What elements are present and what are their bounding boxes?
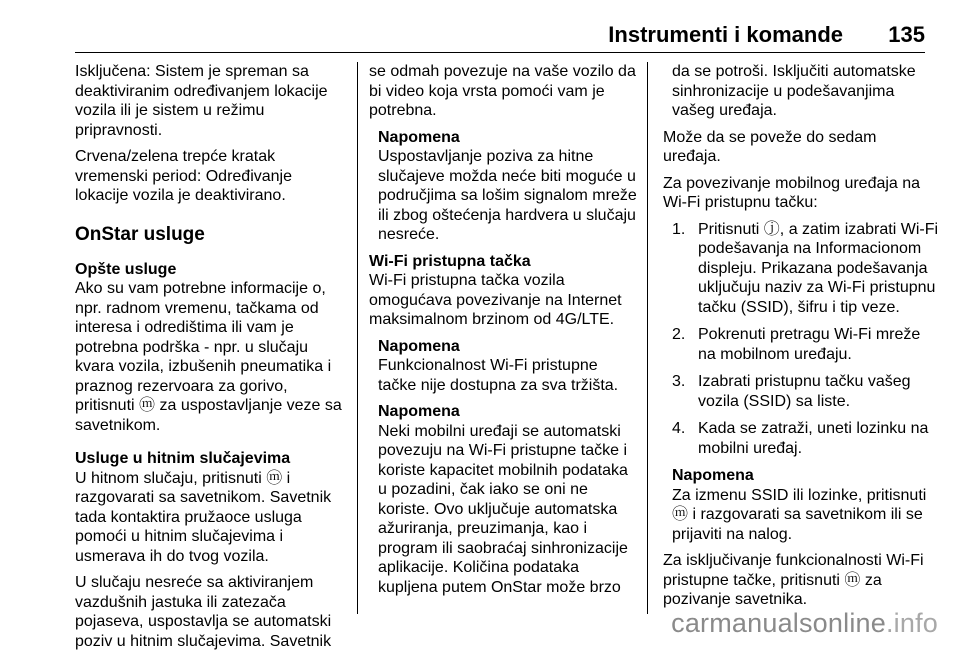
page-number: 135 (888, 22, 925, 47)
watermark: carmanualsonline.info (671, 608, 938, 638)
page-header (75, 22, 925, 52)
header-title: Instrumenti i komande (608, 22, 843, 47)
note-mobile-data: Napomena Neki mobilni uređaji se automatski povezuju na Wi-Fi pristupne tačke i koriste kapacitet mobilnih podataka u pozadini, čak iako se oni ne koriste. Ovo uključuje automatska ažuriranja, preuzimanja, kao i program ili saobraćaj sinhronizacije aplikacije. Količina podataka kupljena putem OnStar može brzo (378, 402, 637, 597)
note-emergency-call: Napomena Uspostavljanje poziva za hitne slučajeve možda neće biti moguće u područjima sa lošim signalom mreže ili zbog oštećenja hardvera u slučaju nesreće. (378, 128, 637, 243)
note-title: Napomena (378, 128, 460, 146)
subheading-general-services: Opšte usluge (75, 260, 177, 278)
paragraph-disable-hotspot: Za isključivanje funkcionalnosti Wi-Fi pristupne tačke, pritisnuti ⓜ za pozivanje savetnika. (663, 552, 924, 608)
subheading-wifi-hotspot: Wi-Fi pristupna tačka (369, 252, 531, 270)
note-title: Napomena (378, 403, 460, 420)
paragraph-connect-intro: Za povezivanje mobilnog uređaja na Wi-Fi pristupnu tačku: (663, 174, 921, 211)
note-title: Napomena (378, 337, 460, 355)
header-rule (75, 52, 925, 53)
subheading-emergency-services: Usluge u hitnim slučajevima (75, 450, 291, 467)
column-divider-2 (647, 62, 648, 614)
steps-list (663, 220, 939, 459)
paragraph-wifi-hotspot: Wi-Fi pristupna tačka Wi-Fi pristupna tačka vozila omogućava povezivanje na Internet maksimalnom brzinom od 4G/LTE. (369, 252, 637, 330)
column-2 (369, 62, 637, 604)
section-title-onstar: OnStar usluge (75, 223, 205, 245)
column-3 (663, 62, 939, 617)
paragraph-device-limit: Može da se poveže do sedam uređaja. (663, 128, 877, 165)
paragraph-blink-state: Crvena/zelena trepće kratak vremenski period: Određivanje lokacije vozila je deaktivirano. (75, 148, 292, 204)
note-wifi-availability: Napomena Funkcionalnost Wi-Fi pristupne tačke nije dostupna za sva tržišta. (378, 337, 637, 396)
list-item: 4. Kada se zatraži, uneti lozinku na mobilni uređaj. (672, 420, 929, 457)
paragraph-advisor-connect: se odmah povezuje na vaše vozilo da bi video koja vrsta pomoći vam je potrebna. (369, 63, 636, 119)
column-1 (75, 62, 347, 658)
paragraph-general-services: Opšte usluge Ako su vam potrebne informacije o, npr. radnom vremenu, tačkama od interesa i odredištima ili vam je potrebna podrška - npr. u slučaju kvara vozila, izbušenih pneumatika i praznog rezervoara za gorivo, pritisnuti ⓜ za uspostavljanje veze sa savetnikom. (75, 260, 347, 436)
list-item: 3. Izabrati pristupnu tačku vašeg vozila (SSID) sa liste. (672, 373, 911, 410)
list-item: 2. Pokrenuti pretragu Wi-Fi mreže na mobilnom uređaju. (672, 326, 921, 363)
paragraph-emergency-services: Usluge u hitnim slučajevima U hitnom slučaju, pritisnuti ⓜ i razgovarati sa savetnikom. Savetnik tada kontaktira pružaoce usluga pomoći u hitnim slučajevima i usmerava ih do tvog vozila. (75, 449, 347, 566)
column-divider-1 (357, 62, 358, 614)
note-title: Napomena (672, 467, 754, 484)
paragraph-off-state: Isključena: Sistem je spreman sa deaktiviranim određivanjem lokacije vozila ili je sistem u režimu pripravnosti. (75, 63, 328, 139)
list-item: 1. Pritisnuti ⓙ, a zatim izabrati Wi-Fi podešavanja na Informacionom displeju. Prikazana podešavanja uključuju naziv za Wi-Fi pristupnu tačku (SSID), šifru i tip veze. (672, 220, 939, 316)
note-mobile-data-continued: da se potroši. Isključiti automatske sinhronizacije u podešavanjima vašeg uređaja. (672, 63, 916, 119)
paragraph-airbag-call: U slučaju nesreće sa aktiviranjem vazdušnih jastuka ili zatezača pojaseva, uspostavlja se automatski poziv u hitnim slučajevima. Savetnik (75, 574, 332, 650)
note-change-ssid: Napomena Za izmenu SSID ili lozinke, pritisnuti ⓜ i razgovarati sa savetnikom ili se prijaviti na nalog. (672, 466, 933, 544)
